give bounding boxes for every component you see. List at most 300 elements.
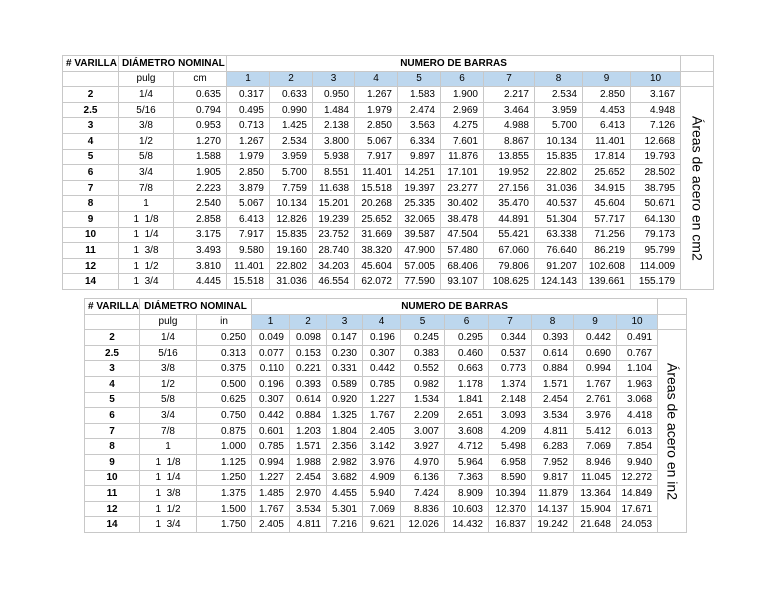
area-cell: 63.338 (535, 227, 583, 243)
area-cell: 4.909 (363, 470, 401, 486)
area-cell: 9.621 (363, 517, 401, 533)
area-cell: 16.837 (489, 517, 532, 533)
area-cell: 4.988 (484, 118, 535, 134)
area-cell: 0.460 (445, 345, 489, 361)
area-cell: 3.959 (270, 149, 313, 165)
bar-count-header: 3 (327, 314, 363, 330)
area-cell: 3.464 (484, 102, 535, 118)
diameter-inches: 5/8 (119, 149, 174, 165)
area-cell: 34.203 (313, 258, 355, 274)
area-cell: 11.401 (583, 133, 631, 149)
area-cell: 38.478 (441, 211, 484, 227)
area-cell: 1.104 (617, 361, 658, 377)
side-label: Áreas de acero en cm2 (689, 115, 706, 261)
area-cell: 0.442 (574, 330, 617, 346)
area-cell: 0.920 (327, 392, 363, 408)
area-cell: 4.811 (532, 423, 574, 439)
area-cell: 47.900 (398, 243, 441, 259)
area-cell: 0.317 (227, 87, 270, 103)
area-cell: 3.976 (574, 408, 617, 424)
diameter-inches: 5/8 (140, 392, 197, 408)
area-cell: 2.651 (445, 408, 489, 424)
area-cell: 3.682 (327, 470, 363, 486)
diameter-inches: 3/8 (140, 361, 197, 377)
area-cell: 114.009 (631, 258, 681, 274)
table-row (85, 470, 687, 486)
area-cell: 0.077 (252, 345, 290, 361)
area-cell: 50.671 (631, 196, 681, 212)
diameter-inches: 1 3/4 (119, 274, 174, 290)
table-row (85, 439, 687, 455)
area-cell: 5.067 (355, 133, 398, 149)
area-cell: 0.049 (252, 330, 290, 346)
area-cell: 0.713 (227, 118, 270, 134)
varilla-number: 10 (63, 227, 119, 243)
diameter-value: 3.175 (174, 227, 227, 243)
area-cell: 0.950 (313, 87, 355, 103)
area-cell: 2.148 (489, 392, 532, 408)
area-cell: 32.065 (398, 211, 441, 227)
area-cell: 1.203 (290, 423, 327, 439)
varilla-number: 2.5 (85, 345, 140, 361)
area-cell: 38.795 (631, 180, 681, 196)
numero-barras-header: NUMERO DE BARRAS (252, 299, 658, 315)
table-row (85, 330, 687, 346)
diameter-inches: 1 1/2 (119, 258, 174, 274)
area-cell: 35.470 (484, 196, 535, 212)
area-cell: 8.909 (445, 486, 489, 502)
area-cell: 19.160 (270, 243, 313, 259)
area-cell: 15.518 (355, 180, 398, 196)
table-row (63, 211, 714, 227)
diameter-value: 2.858 (174, 211, 227, 227)
diameter-value: 1.000 (197, 439, 252, 455)
area-cell: 124.143 (535, 274, 583, 290)
diameter-value: 1.750 (197, 517, 252, 533)
area-cell: 4.275 (441, 118, 484, 134)
blank-cell (658, 299, 687, 315)
area-cell: 15.835 (535, 149, 583, 165)
subheader-row (85, 314, 687, 330)
area-cell: 0.767 (617, 345, 658, 361)
area-cell: 13.364 (574, 486, 617, 502)
diameter-value: 2.223 (174, 180, 227, 196)
area-cell: 0.663 (445, 361, 489, 377)
table-row (85, 501, 687, 517)
table-row (85, 408, 687, 424)
blank-cell (63, 71, 119, 87)
area-cell: 1.841 (445, 392, 489, 408)
area-cell: 3.167 (631, 87, 681, 103)
table-row (63, 133, 714, 149)
diameter-value: 1.250 (197, 470, 252, 486)
area-cell: 1.267 (227, 133, 270, 149)
area-cell: 4.455 (327, 486, 363, 502)
area-cell: 11.876 (441, 149, 484, 165)
area-cell: 64.130 (631, 211, 681, 227)
area-cell: 67.060 (484, 243, 535, 259)
varilla-number: 12 (63, 258, 119, 274)
area-cell: 3.093 (489, 408, 532, 424)
area-cell: 6.013 (617, 423, 658, 439)
varilla-number: 2 (85, 330, 140, 346)
area-cell: 0.153 (290, 345, 327, 361)
area-cell: 6.958 (489, 454, 532, 470)
diameter-inches: 1 1/8 (140, 454, 197, 470)
area-cell: 2.534 (535, 87, 583, 103)
area-cell: 4.712 (445, 439, 489, 455)
bar-count-header: 8 (535, 71, 583, 87)
diameter-value: 0.794 (174, 102, 227, 118)
area-cell: 2.850 (227, 165, 270, 181)
area-cell: 0.295 (445, 330, 489, 346)
bar-count-header: 7 (484, 71, 535, 87)
varilla-number: 7 (85, 423, 140, 439)
table-row (85, 454, 687, 470)
area-cell: 1.227 (363, 392, 401, 408)
area-cell: 31.669 (355, 227, 398, 243)
area-cell: 0.221 (290, 361, 327, 377)
area-cell: 2.217 (484, 87, 535, 103)
varilla-header: # VARILLA (85, 299, 140, 315)
area-cell: 10.134 (535, 133, 583, 149)
varilla-number: 3 (63, 118, 119, 134)
area-cell: 13.855 (484, 149, 535, 165)
steel-area-table-in (84, 298, 687, 533)
area-cell: 7.424 (401, 486, 445, 502)
area-cell: 40.537 (535, 196, 583, 212)
area-cell: 30.402 (441, 196, 484, 212)
bar-count-header: 1 (252, 314, 290, 330)
area-cell: 0.307 (252, 392, 290, 408)
area-cell: 51.304 (535, 211, 583, 227)
area-cell: 7.759 (270, 180, 313, 196)
varilla-number: 14 (63, 274, 119, 290)
diameter-value: 0.375 (197, 361, 252, 377)
area-cell: 0.785 (363, 376, 401, 392)
area-cell: 2.209 (401, 408, 445, 424)
area-cell: 0.785 (252, 439, 290, 455)
area-cell: 4.811 (290, 517, 327, 533)
diameter-inches: 1/4 (119, 87, 174, 103)
area-cell: 19.239 (313, 211, 355, 227)
area-cell: 2.534 (270, 133, 313, 149)
varilla-number: 2 (63, 87, 119, 103)
area-cell: 0.537 (489, 345, 532, 361)
blank-cell (658, 314, 687, 330)
side-label: Áreas de acero en in2 (664, 362, 681, 500)
area-cell: 0.773 (489, 361, 532, 377)
area-cell: 2.969 (441, 102, 484, 118)
area-cell: 0.331 (327, 361, 363, 377)
varilla-number: 4 (63, 133, 119, 149)
area-cell: 44.891 (484, 211, 535, 227)
varilla-number: 9 (63, 211, 119, 227)
area-cell: 39.587 (398, 227, 441, 243)
area-cell: 0.690 (574, 345, 617, 361)
area-cell: 15.904 (574, 501, 617, 517)
area-cell: 2.138 (313, 118, 355, 134)
bar-count-header: 6 (441, 71, 484, 87)
area-cell: 14.432 (445, 517, 489, 533)
area-cell: 38.320 (355, 243, 398, 259)
bar-count-header: 9 (574, 314, 617, 330)
area-cell: 15.835 (270, 227, 313, 243)
area-cell: 0.245 (401, 330, 445, 346)
header-row (63, 56, 714, 72)
area-cell: 2.454 (532, 392, 574, 408)
area-cell: 10.134 (270, 196, 313, 212)
varilla-number: 5 (63, 149, 119, 165)
diameter-value: 0.250 (197, 330, 252, 346)
area-cell: 0.196 (363, 330, 401, 346)
area-cell: 0.990 (270, 102, 313, 118)
area-cell: 0.393 (532, 330, 574, 346)
area-cell: 2.405 (363, 423, 401, 439)
area-cell: 46.554 (313, 274, 355, 290)
area-cell: 4.453 (583, 102, 631, 118)
area-cell: 3.534 (532, 408, 574, 424)
diameter-inches: 1/2 (119, 133, 174, 149)
area-cell: 1.178 (445, 376, 489, 392)
diameter-inches: 1 (119, 196, 174, 212)
table-row (85, 486, 687, 502)
area-cell: 7.854 (617, 439, 658, 455)
varilla-number: 11 (63, 243, 119, 259)
area-cell: 79.173 (631, 227, 681, 243)
header-row (85, 299, 687, 315)
table-row (85, 361, 687, 377)
area-cell: 0.383 (401, 345, 445, 361)
area-cell: 1.804 (327, 423, 363, 439)
area-cell: 2.474 (398, 102, 441, 118)
varilla-number: 8 (85, 439, 140, 455)
diameter-inches: 5/16 (119, 102, 174, 118)
area-cell: 31.036 (535, 180, 583, 196)
area-cell: 0.230 (327, 345, 363, 361)
varilla-header: # VARILLA (63, 56, 119, 72)
area-cell: 7.601 (441, 133, 484, 149)
diameter-value: 0.313 (197, 345, 252, 361)
varilla-number: 6 (63, 165, 119, 181)
diameter-value: 0.500 (197, 376, 252, 392)
area-cell: 5.700 (535, 118, 583, 134)
area-cell: 12.826 (270, 211, 313, 227)
bar-count-header: 8 (532, 314, 574, 330)
area-cell: 1.900 (441, 87, 484, 103)
area-cell: 57.480 (441, 243, 484, 259)
diameter-inches: 3/4 (140, 408, 197, 424)
area-cell: 34.915 (583, 180, 631, 196)
diameter-value: 0.875 (197, 423, 252, 439)
area-cell: 8.590 (489, 470, 532, 486)
area-cell: 4.970 (401, 454, 445, 470)
area-cell: 9.897 (398, 149, 441, 165)
area-cell: 9.580 (227, 243, 270, 259)
steel-area-table-cm (62, 55, 714, 290)
diameter-inches: 1 3/4 (140, 517, 197, 533)
area-cell: 8.946 (574, 454, 617, 470)
area-cell: 19.397 (398, 180, 441, 196)
area-cell: 2.405 (252, 517, 290, 533)
area-cell: 23.752 (313, 227, 355, 243)
varilla-number: 11 (85, 486, 140, 502)
varilla-number: 2.5 (63, 102, 119, 118)
area-cell: 0.098 (290, 330, 327, 346)
area-cell: 7.363 (445, 470, 489, 486)
area-cell: 5.700 (270, 165, 313, 181)
area-cell: 15.518 (227, 274, 270, 290)
area-cell: 139.661 (583, 274, 631, 290)
area-cell: 2.970 (290, 486, 327, 502)
area-cell: 1.571 (532, 376, 574, 392)
unit-metric: in (197, 314, 252, 330)
area-cell: 86.219 (583, 243, 631, 259)
area-cell: 1.571 (290, 439, 327, 455)
area-cell: 31.036 (270, 274, 313, 290)
unit-pulg: pulg (140, 314, 197, 330)
area-cell: 22.802 (535, 165, 583, 181)
area-cell: 55.421 (484, 227, 535, 243)
area-cell: 5.964 (445, 454, 489, 470)
area-cell: 3.927 (401, 439, 445, 455)
diameter-inches: 1/2 (140, 376, 197, 392)
area-cell: 79.806 (484, 258, 535, 274)
area-cell: 1.767 (574, 376, 617, 392)
diameter-inches: 5/16 (140, 345, 197, 361)
area-cell: 15.201 (313, 196, 355, 212)
varilla-number: 14 (85, 517, 140, 533)
area-cell: 108.625 (484, 274, 535, 290)
area-cell: 0.491 (617, 330, 658, 346)
area-cell: 2.982 (327, 454, 363, 470)
area-cell: 1.227 (252, 470, 290, 486)
area-cell: 25.652 (583, 165, 631, 181)
area-cell: 19.952 (484, 165, 535, 181)
area-cell: 3.959 (535, 102, 583, 118)
varilla-number: 5 (85, 392, 140, 408)
area-cell: 3.007 (401, 423, 445, 439)
table-row (63, 180, 714, 196)
area-cell: 1.979 (227, 149, 270, 165)
area-cell: 71.256 (583, 227, 631, 243)
area-cell: 25.335 (398, 196, 441, 212)
bar-count-header: 10 (631, 71, 681, 87)
diameter-value: 1.905 (174, 165, 227, 181)
area-cell: 12.668 (631, 133, 681, 149)
diameter-value: 1.588 (174, 149, 227, 165)
area-cell: 3.800 (313, 133, 355, 149)
table-row (63, 149, 714, 165)
area-cell: 28.740 (313, 243, 355, 259)
area-cell: 14.251 (398, 165, 441, 181)
area-cell: 155.179 (631, 274, 681, 290)
area-cell: 1.484 (313, 102, 355, 118)
area-cell: 7.216 (327, 517, 363, 533)
area-cell: 57.717 (583, 211, 631, 227)
area-cell: 6.136 (401, 470, 445, 486)
area-cell: 1.267 (355, 87, 398, 103)
diameter-inches: 1 1/4 (119, 227, 174, 243)
diametro-header: DIÁMETRO NOMINAL (140, 299, 252, 315)
bar-count-header: 2 (290, 314, 327, 330)
diameter-inches: 1 3/8 (119, 243, 174, 259)
area-cell: 1.485 (252, 486, 290, 502)
area-cell: 11.401 (227, 258, 270, 274)
area-cell: 3.142 (363, 439, 401, 455)
area-cell: 12.026 (401, 517, 445, 533)
area-cell: 0.110 (252, 361, 290, 377)
area-cell: 0.614 (290, 392, 327, 408)
area-cell: 45.604 (583, 196, 631, 212)
bar-count-header: 5 (398, 71, 441, 87)
area-cell: 17.814 (583, 149, 631, 165)
area-cell: 28.502 (631, 165, 681, 181)
area-cell: 17.671 (617, 501, 658, 517)
varilla-number: 8 (63, 196, 119, 212)
diameter-value: 1.125 (197, 454, 252, 470)
area-cell: 8.867 (484, 133, 535, 149)
bar-count-header: 9 (583, 71, 631, 87)
bar-count-header: 7 (489, 314, 532, 330)
area-cell: 0.601 (252, 423, 290, 439)
area-cell: 0.589 (327, 376, 363, 392)
area-cell: 0.196 (252, 376, 290, 392)
area-cell: 24.053 (617, 517, 658, 533)
area-cell: 4.418 (617, 408, 658, 424)
blank-cell (85, 314, 140, 330)
area-cell: 0.614 (532, 345, 574, 361)
area-cell: 102.608 (583, 258, 631, 274)
varilla-number: 10 (85, 470, 140, 486)
table-row (85, 376, 687, 392)
area-cell: 11.638 (313, 180, 355, 196)
diameter-value: 0.750 (197, 408, 252, 424)
area-cell: 11.045 (574, 470, 617, 486)
area-cell: 5.412 (574, 423, 617, 439)
unit-pulg: pulg (119, 71, 174, 87)
area-cell: 0.344 (489, 330, 532, 346)
area-cell: 11.879 (532, 486, 574, 502)
area-cell: 3.879 (227, 180, 270, 196)
bar-count-header: 4 (355, 71, 398, 87)
area-cell: 95.799 (631, 243, 681, 259)
diameter-inches: 3/8 (119, 118, 174, 134)
bar-count-header: 4 (363, 314, 401, 330)
varilla-number: 12 (85, 501, 140, 517)
diameter-inches: 1 1/8 (119, 211, 174, 227)
area-cell: 23.277 (441, 180, 484, 196)
area-cell: 10.394 (489, 486, 532, 502)
area-cell: 3.068 (617, 392, 658, 408)
diameter-inches: 1 1/4 (140, 470, 197, 486)
area-cell: 47.504 (441, 227, 484, 243)
diameter-inches: 1 3/8 (140, 486, 197, 502)
area-cell: 3.976 (363, 454, 401, 470)
area-cell: 6.413 (583, 118, 631, 134)
area-cell: 1.963 (617, 376, 658, 392)
area-cell: 0.982 (401, 376, 445, 392)
area-cell: 19.242 (532, 517, 574, 533)
table-row (63, 258, 714, 274)
area-cell: 0.633 (270, 87, 313, 103)
area-cell: 7.069 (574, 439, 617, 455)
area-cell: 91.207 (535, 258, 583, 274)
area-cell: 6.283 (532, 439, 574, 455)
bar-count-header: 1 (227, 71, 270, 87)
diameter-inches: 1 (140, 439, 197, 455)
diameter-value: 0.625 (197, 392, 252, 408)
